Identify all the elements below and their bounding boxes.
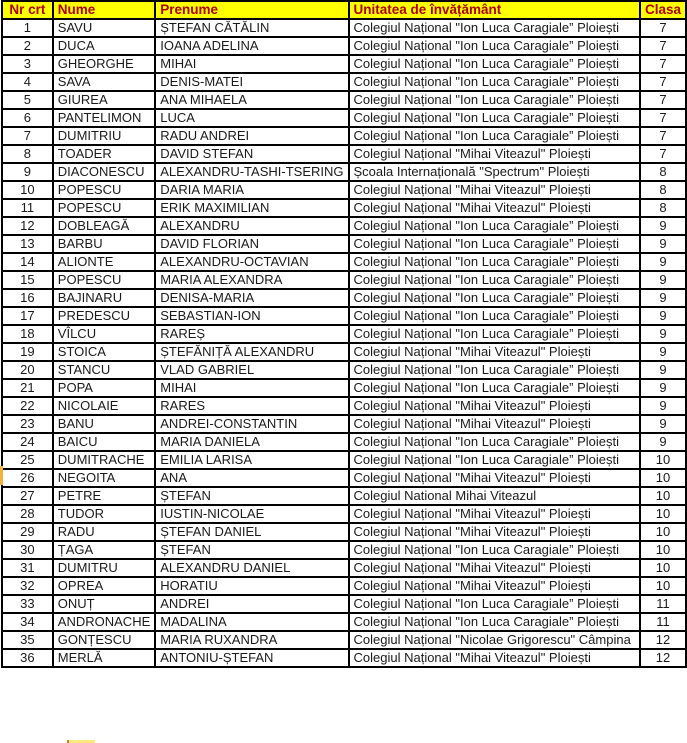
table-row: [2, 253, 686, 271]
cell-nume[interactable]: NEGOITA: [53, 469, 155, 487]
cell-unitate[interactable]: Colegiul Național "Ion Luca Caragiale” Ploiești: [349, 109, 640, 127]
cell-unitate[interactable]: Colegiul Național "Ion Luca Caragiale” Ploiești: [349, 73, 640, 91]
cell-nume[interactable]: PANTELIMON: [53, 109, 155, 127]
cell-nume[interactable]: PETRE: [53, 487, 155, 505]
cell-nr-crt[interactable]: 31: [2, 559, 53, 577]
cell-prenume[interactable]: ȘTEFAN DANIEL: [155, 523, 348, 541]
cell-unitate[interactable]: Colegiul Național "Mihai Viteazul" Ploiești: [349, 649, 640, 667]
cell-clasa[interactable]: 11: [640, 613, 686, 631]
cell-prenume[interactable]: MARIA RUXANDRA: [155, 631, 348, 649]
cell-unitate[interactable]: Colegiul Național "Ion Luca Caragiale” Ploiești: [349, 55, 640, 73]
cell-nume[interactable]: STOICA: [53, 343, 155, 361]
cell-nr-crt[interactable]: 33: [2, 595, 53, 613]
cell-prenume[interactable]: DAVID FLORIAN: [155, 235, 348, 253]
cell-nr-crt[interactable]: 27: [2, 487, 53, 505]
cell-nr-crt[interactable]: 32: [2, 577, 53, 595]
table-row: [2, 451, 686, 469]
cell-nume[interactable]: ALIONTE: [53, 253, 155, 271]
cell-clasa[interactable]: 12: [640, 631, 686, 649]
table-row: [2, 271, 686, 289]
cell-clasa[interactable]: 7: [640, 37, 686, 55]
cell-prenume[interactable]: MIHAI: [155, 55, 348, 73]
cell-prenume[interactable]: ȘTEFAN CĂTĂLIN: [155, 19, 348, 37]
cell-unitate[interactable]: Colegiul Național "Ion Luca Caragiale” Ploiești: [349, 271, 640, 289]
cell-nr-crt[interactable]: 11: [2, 199, 53, 217]
cell-nume[interactable]: DUMITRACHE: [53, 451, 155, 469]
cell-nume[interactable]: STANCU: [53, 361, 155, 379]
cell-prenume[interactable]: DAVID STEFAN: [155, 145, 348, 163]
cell-unitate[interactable]: Colegiul Național "Ion Luca Caragiale” Ploiești: [349, 37, 640, 55]
cell-nr-crt[interactable]: 10: [2, 181, 53, 199]
cell-unitate[interactable]: Colegiul Național "Mihai Viteazul" Ploiești: [349, 397, 640, 415]
cell-prenume[interactable]: MIHAI: [155, 379, 348, 397]
header-nume[interactable]: Nume: [53, 1, 155, 19]
cell-prenume[interactable]: RADU ANDREI: [155, 127, 348, 145]
table-row: [2, 379, 686, 397]
cell-nr-crt[interactable]: 29: [2, 523, 53, 541]
table-row: [2, 577, 686, 595]
cell-nume[interactable]: ANDRONACHE: [53, 613, 155, 631]
cell-clasa[interactable]: 7: [640, 19, 686, 37]
cell-nume[interactable]: OPREA: [53, 577, 155, 595]
cell-prenume[interactable]: DENIS-MATEI: [155, 73, 348, 91]
cell-nume[interactable]: POPESCU: [53, 271, 155, 289]
cell-unitate[interactable]: Colegiul Național "Ion Luca Caragiale” Ploiești: [349, 289, 640, 307]
cell-prenume[interactable]: ANA MIHAELA: [155, 91, 348, 109]
cell-nr-crt[interactable]: 25: [2, 451, 53, 469]
cell-unitate[interactable]: Colegiul Național "Ion Luca Caragiale” Ploiești: [349, 19, 640, 37]
cell-nume[interactable]: NICOLAIE: [53, 397, 155, 415]
cell-nume[interactable]: ȚAGA: [53, 541, 155, 559]
cell-clasa[interactable]: 9: [640, 307, 686, 325]
cell-nr-crt[interactable]: 15: [2, 271, 53, 289]
table-row: [2, 181, 686, 199]
table-row: [2, 595, 686, 613]
cell-clasa[interactable]: 10: [640, 523, 686, 541]
cell-clasa[interactable]: 10: [640, 505, 686, 523]
cell-unitate[interactable]: Colegiul Național "Ion Luca Caragiale” Ploiești: [349, 217, 640, 235]
cell-unitate[interactable]: Colegiul Național "Mihai Viteazul" Ploiești: [349, 469, 640, 487]
cell-nume[interactable]: DUCA: [53, 37, 155, 55]
cell-clasa[interactable]: 9: [640, 235, 686, 253]
table-row: [2, 415, 686, 433]
table-row: [2, 325, 686, 343]
students-table: [1, 0, 687, 668]
cell-prenume[interactable]: MARIA ALEXANDRA: [155, 271, 348, 289]
cell-clasa[interactable]: 10: [640, 487, 686, 505]
table-row: [2, 523, 686, 541]
table-row: [2, 127, 686, 145]
cell-unitate[interactable]: Colegiul Național "Nicolae Grigorescu" Câmpina: [349, 631, 640, 649]
cell-clasa[interactable]: 10: [640, 577, 686, 595]
cell-prenume[interactable]: ALEXANDRU-OCTAVIAN: [155, 253, 348, 271]
table-row: [2, 37, 686, 55]
cell-prenume[interactable]: ALEXANDRU: [155, 217, 348, 235]
cell-unitate[interactable]: Colegiul Național "Ion Luca Caragiale” Ploiești: [349, 361, 640, 379]
cell-prenume[interactable]: ANDREI: [155, 595, 348, 613]
cell-clasa[interactable]: 11: [640, 595, 686, 613]
cell-unitate[interactable]: Colegiul Național "Mihai Viteazul" Ploiești: [349, 505, 640, 523]
cell-nr-crt[interactable]: 6: [2, 109, 53, 127]
cell-prenume[interactable]: ȘTEFAN: [155, 541, 348, 559]
cell-nume[interactable]: GIUREA: [53, 91, 155, 109]
cell-nume[interactable]: BAICU: [53, 433, 155, 451]
cell-nume[interactable]: DIACONESCU: [53, 163, 155, 181]
cell-nr-crt[interactable]: 7: [2, 127, 53, 145]
cell-unitate[interactable]: Colegiul Național "Ion Luca Caragiale” Ploiești: [349, 91, 640, 109]
cell-nume[interactable]: BAJINARU: [53, 289, 155, 307]
cell-unitate[interactable]: Colegiul Național "Ion Luca Caragiale” Ploiești: [349, 127, 640, 145]
cell-unitate[interactable]: Colegiul Național "Mihai Viteazul" Ploiești: [349, 343, 640, 361]
cell-prenume[interactable]: HORATIU: [155, 577, 348, 595]
table-row: [2, 433, 686, 451]
cell-nr-crt[interactable]: 30: [2, 541, 53, 559]
table-row: [2, 307, 686, 325]
table-row: [2, 397, 686, 415]
cell-clasa[interactable]: 9: [640, 253, 686, 271]
cell-unitate[interactable]: Colegiul Național "Ion Luca Caragiale” Ploiești: [349, 451, 640, 469]
cell-clasa[interactable]: 7: [640, 145, 686, 163]
cell-clasa[interactable]: 9: [640, 325, 686, 343]
cell-nume[interactable]: TOADER: [53, 145, 155, 163]
cell-prenume[interactable]: SEBASTIAN-ION: [155, 307, 348, 325]
cell-nr-crt[interactable]: 22: [2, 397, 53, 415]
cell-clasa[interactable]: 7: [640, 73, 686, 91]
cell-clasa[interactable]: 10: [640, 469, 686, 487]
cell-prenume[interactable]: MARIA DANIELA: [155, 433, 348, 451]
cell-prenume[interactable]: LUCA: [155, 109, 348, 127]
cell-clasa[interactable]: 8: [640, 181, 686, 199]
cell-nr-crt[interactable]: 14: [2, 253, 53, 271]
cell-unitate[interactable]: Colegiul Național "Mihai Viteazul" Ploiești: [349, 559, 640, 577]
cell-nr-crt[interactable]: 28: [2, 505, 53, 523]
cell-prenume[interactable]: DENISA-MARIA: [155, 289, 348, 307]
cell-nr-crt[interactable]: 1: [2, 19, 53, 37]
table-body: [2, 19, 686, 667]
cell-unitate[interactable]: Colegiul Național "Ion Luca Caragiale” Ploiești: [349, 253, 640, 271]
cell-clasa[interactable]: 9: [640, 343, 686, 361]
table-row: [2, 541, 686, 559]
cell-nume[interactable]: SAVU: [53, 19, 155, 37]
cell-nr-crt[interactable]: 5: [2, 91, 53, 109]
cell-unitate[interactable]: Colegiul Național "Mihai Viteazul" Ploiești: [349, 523, 640, 541]
cell-nr-crt[interactable]: 16: [2, 289, 53, 307]
cell-nr-crt[interactable]: 8: [2, 145, 53, 163]
cell-nume[interactable]: POPESCU: [53, 181, 155, 199]
cell-clasa[interactable]: 9: [640, 271, 686, 289]
cell-clasa[interactable]: 7: [640, 109, 686, 127]
cell-nume[interactable]: MERLĂ: [53, 649, 155, 667]
cell-unitate[interactable]: Colegiul Național "Mihai Viteazul" Ploiești: [349, 199, 640, 217]
table-row: [2, 361, 686, 379]
table-row: [2, 217, 686, 235]
cell-nr-crt[interactable]: 2: [2, 37, 53, 55]
cell-nume[interactable]: BANU: [53, 415, 155, 433]
cell-clasa[interactable]: 10: [640, 451, 686, 469]
table-row: [2, 235, 686, 253]
cell-unitate[interactable]: Colegiul Național "Mihai Viteazul" Ploiești: [349, 577, 640, 595]
cell-nr-crt[interactable]: 23: [2, 415, 53, 433]
cell-unitate[interactable]: Colegiul National Mihai Viteazul: [349, 487, 640, 505]
cell-nume[interactable]: PREDESCU: [53, 307, 155, 325]
cell-nr-crt[interactable]: 20: [2, 361, 53, 379]
table-row: [2, 91, 686, 109]
cell-unitate[interactable]: Colegiul Național "Mihai Viteazul" Ploiești: [349, 181, 640, 199]
cell-prenume[interactable]: RARES: [155, 397, 348, 415]
table-row: [2, 487, 686, 505]
header-prenume[interactable]: Prenume: [155, 1, 348, 19]
cell-nr-crt[interactable]: 4: [2, 73, 53, 91]
cell-prenume[interactable]: ȘTEFĂNIȚĂ ALEXANDRU: [155, 343, 348, 361]
cell-unitate[interactable]: Colegiul Național "Mihai Viteazul" Ploiești: [349, 415, 640, 433]
table-row: [2, 55, 686, 73]
cell-prenume[interactable]: ANTONIU-ȘTEFAN: [155, 649, 348, 667]
cell-unitate[interactable]: Colegiul Național "Mihai Viteazul" Ploiești: [349, 145, 640, 163]
cell-clasa[interactable]: 9: [640, 217, 686, 235]
header-clasa[interactable]: Clasa: [640, 1, 686, 19]
table-row: [2, 199, 686, 217]
cell-clasa[interactable]: 10: [640, 541, 686, 559]
cell-clasa[interactable]: 7: [640, 91, 686, 109]
cell-unitate[interactable]: Colegiul Național "Ion Luca Caragiale” Ploiești: [349, 541, 640, 559]
cell-nr-crt[interactable]: 9: [2, 163, 53, 181]
cell-clasa[interactable]: 8: [640, 199, 686, 217]
cell-unitate[interactable]: Colegiul Național "Ion Luca Caragiale” Ploiești: [349, 613, 640, 631]
cell-nr-crt[interactable]: 26: [2, 469, 53, 487]
cell-nume[interactable]: POPA: [53, 379, 155, 397]
cell-clasa[interactable]: 7: [640, 127, 686, 145]
cell-clasa[interactable]: 9: [640, 289, 686, 307]
cell-unitate[interactable]: Colegiul Național "Ion Luca Caragiale” Ploiești: [349, 307, 640, 325]
left-edge-partial-cell: [0, 466, 3, 485]
cell-nr-crt[interactable]: 18: [2, 325, 53, 343]
cell-nr-crt[interactable]: 21: [2, 379, 53, 397]
table-row: [2, 559, 686, 577]
cell-clasa[interactable]: 9: [640, 379, 686, 397]
cell-prenume[interactable]: RAREȘ: [155, 325, 348, 343]
table-row: [2, 163, 686, 181]
cell-nume[interactable]: RADU: [53, 523, 155, 541]
cell-clasa[interactable]: 9: [640, 415, 686, 433]
cell-prenume[interactable]: ALEXANDRU-TASHI-TSERING: [155, 163, 348, 181]
cell-prenume[interactable]: ANDREI-CONSTANTIN: [155, 415, 348, 433]
cell-nume[interactable]: GONȚESCU: [53, 631, 155, 649]
cell-prenume[interactable]: ANA: [155, 469, 348, 487]
cell-nume[interactable]: BARBU: [53, 235, 155, 253]
cell-nume[interactable]: DUMITRU: [53, 559, 155, 577]
cell-unitate[interactable]: Colegiul Național "Ion Luca Caragiale” Ploiești: [349, 379, 640, 397]
cell-nume[interactable]: POPESCU: [53, 199, 155, 217]
cell-clasa[interactable]: 9: [640, 397, 686, 415]
cell-nume[interactable]: DOBLEAGĂ: [53, 217, 155, 235]
cell-nr-crt[interactable]: 36: [2, 649, 53, 667]
table-row: [2, 469, 686, 487]
cell-nume[interactable]: DUMITRIU: [53, 127, 155, 145]
cell-clasa[interactable]: 7: [640, 55, 686, 73]
cell-nr-crt[interactable]: 13: [2, 235, 53, 253]
cell-nume[interactable]: VÎLCU: [53, 325, 155, 343]
table-row: [2, 613, 686, 631]
table-row: [2, 649, 686, 667]
cell-nr-crt[interactable]: 19: [2, 343, 53, 361]
cell-prenume[interactable]: IUSTIN-NICOLAE: [155, 505, 348, 523]
cell-unitate[interactable]: Colegiul Național "Ion Luca Caragiale” Ploiești: [349, 433, 640, 451]
table-row: [2, 145, 686, 163]
table-row: [2, 19, 686, 37]
cell-prenume[interactable]: ȘTEFAN: [155, 487, 348, 505]
cell-nr-crt[interactable]: 3: [2, 55, 53, 73]
cell-nume[interactable]: GHEORGHE: [53, 55, 155, 73]
table-row: [2, 631, 686, 649]
cell-nr-crt[interactable]: 34: [2, 613, 53, 631]
cell-unitate[interactable]: Colegiul Național "Ion Luca Caragiale” Ploiești: [349, 595, 640, 613]
spreadsheet-area: [1, 0, 687, 668]
table-row: [2, 109, 686, 127]
table-row: [2, 289, 686, 307]
cell-clasa[interactable]: 9: [640, 433, 686, 451]
cell-nume[interactable]: SAVA: [53, 73, 155, 91]
table-row: [2, 73, 686, 91]
cell-nume[interactable]: ONUȚ: [53, 595, 155, 613]
cell-prenume[interactable]: EMILIA LARISA: [155, 451, 348, 469]
header-unitate[interactable]: Unitatea de învățământ: [349, 1, 640, 19]
cell-nr-crt[interactable]: 12: [2, 217, 53, 235]
cell-prenume[interactable]: IOANA ADELINA: [155, 37, 348, 55]
header-row: [2, 1, 686, 19]
cell-nr-crt[interactable]: 24: [2, 433, 53, 451]
cell-clasa[interactable]: 9: [640, 361, 686, 379]
cell-nr-crt[interactable]: 17: [2, 307, 53, 325]
cell-nume[interactable]: TUDOR: [53, 505, 155, 523]
cell-unitate[interactable]: Colegiul Național "Ion Luca Caragiale” Ploiești: [349, 235, 640, 253]
cell-unitate[interactable]: Colegiul Național "Ion Luca Caragiale” Ploiești: [349, 325, 640, 343]
cell-clasa[interactable]: 8: [640, 163, 686, 181]
cell-prenume[interactable]: MADALINA: [155, 613, 348, 631]
cell-prenume[interactable]: VLAD GABRIEL: [155, 361, 348, 379]
header-nr-crt[interactable]: Nr crt: [2, 1, 53, 19]
cell-prenume[interactable]: ALEXANDRU DANIEL: [155, 559, 348, 577]
cell-prenume[interactable]: DARIA MARIA: [155, 181, 348, 199]
table-row: [2, 343, 686, 361]
table-row: [2, 505, 686, 523]
cell-prenume[interactable]: ERIK MAXIMILIAN: [155, 199, 348, 217]
cell-unitate[interactable]: Școala Internațională "Spectrum" Ploiești: [349, 163, 640, 181]
cell-clasa[interactable]: 10: [640, 559, 686, 577]
cell-nr-crt[interactable]: 35: [2, 631, 53, 649]
cell-clasa[interactable]: 12: [640, 649, 686, 667]
